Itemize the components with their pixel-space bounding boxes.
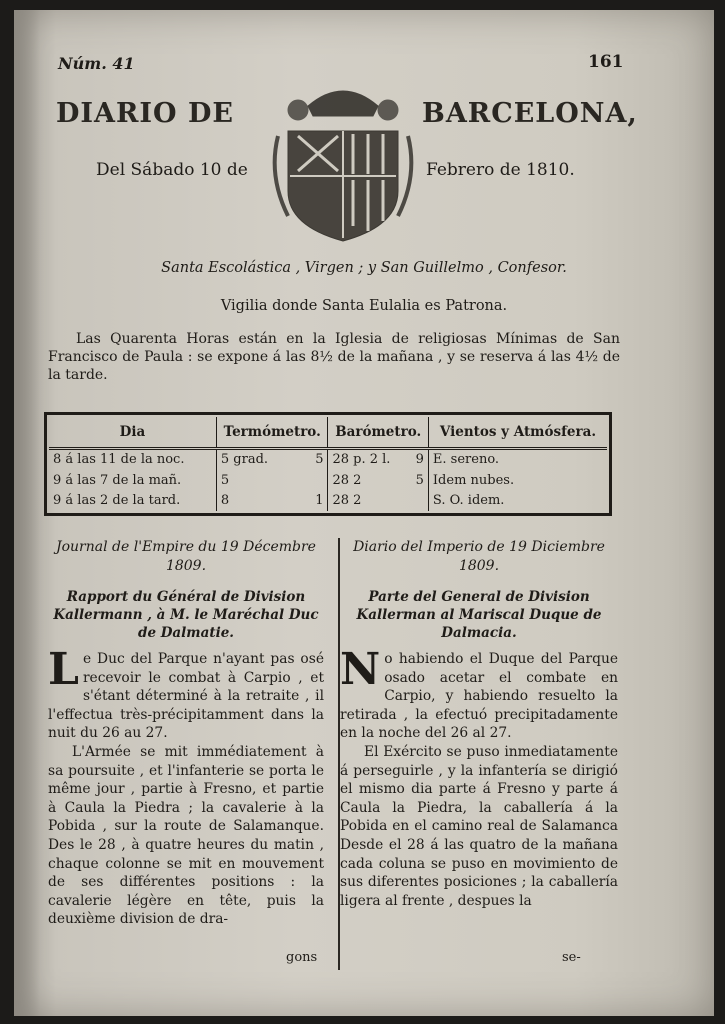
termo-fraction: 1 [315, 492, 324, 508]
date-left: Del Sábado 10 de [96, 160, 248, 180]
saints-of-the-day: Santa Escolástica , Virgen ; y San Guillelmo , Confesor. [161, 260, 567, 276]
header-barometro: Barómetro. [328, 417, 428, 449]
spanish-paragraph-1 [340, 644, 618, 743]
cell-vientos: Idem nubes. [432, 472, 515, 488]
spanish-paragraph-2: El Exército se puso inmediatamente á perseguirle , y la infantería se dirigió el mismo dia parte á Fresno y parte á Caula la Piedra, la caballería á la Pobida en el camino real de Salamanca Desde el 28 á las quatro de la mañana cada coluna se puso en movimiento de sus diferentes posiciones ; la caballería ligera al frente , despues la [340, 743, 618, 909]
french-catchword: gons [286, 950, 318, 965]
baro-value: 28 p. 2 l. [332, 452, 391, 468]
french-column-subtitle: Rapport du Général de Division Kallermann , à M. le Maréchal Duc de Dalmatie. [53, 589, 319, 641]
cell-dia: 9 á las 2 de la tard. [49, 491, 216, 511]
weather-row [49, 449, 607, 471]
spanish-dropcap: N [340, 644, 381, 695]
cell-termometro [216, 449, 328, 471]
cell-termometro [216, 470, 328, 490]
weather-row [49, 491, 607, 511]
french-paragraph-1-text: e Duc del Parque n'ayant pas osé recevoir le combat à Carpio , et s'étant déterminé à la retraite , il l'effectua très-précipitamment dans la nuit du 26 au 27. [48, 651, 324, 742]
cell-vientos: E. sereno. [432, 452, 500, 468]
page-number: 161 [588, 52, 624, 72]
french-column-title: Journal de l'Empire du 19 Décembre 1809. [56, 539, 316, 574]
page-gutter-shadow [14, 10, 40, 1016]
weather-table-frame [44, 412, 612, 516]
cell-dia: 9 á las 7 de la mañ. [49, 470, 216, 490]
baro-value: 28 2 [332, 492, 362, 508]
french-paragraph-1 [48, 644, 324, 743]
cell-termometro [216, 491, 328, 511]
crest-crown [308, 91, 378, 116]
date-right: Febrero de 1810. [426, 160, 575, 180]
cell-barometro [328, 491, 428, 511]
cell-dia: 8 á las 11 de la noc. [49, 449, 216, 471]
spanish-column-subtitle: Parte del General de Division Kallerman al Mariscal Duque de Dalmacia. [356, 589, 602, 641]
masthead-left: DIARIO DE [56, 98, 234, 129]
cell-barometro [328, 449, 428, 471]
spanish-catchword: se- [562, 950, 581, 965]
french-column-body [48, 644, 324, 929]
issue-number: Núm. 41 [58, 54, 135, 73]
masthead-right: BARCELONA, [422, 98, 638, 129]
french-dropcap: L [48, 644, 79, 695]
termo-value: 5 [220, 472, 230, 488]
termo-fraction: 5 [315, 452, 324, 468]
spanish-paragraph-1-text: o habiendo el Duque del Parque osado acetar el combate en Carpio, y habiendo resuelto la retirada , la efectuó precipitadamente en la noche del 26 al 27. [340, 651, 618, 742]
cell-vientos: S. O. idem. [432, 492, 505, 508]
header-termometro: Termómetro. [216, 417, 328, 449]
header-vientos: Vientos y Atmósfera. [428, 417, 607, 449]
spanish-column [340, 538, 618, 910]
header-dia: Dia [49, 417, 216, 449]
french-column [48, 538, 324, 929]
baro-fraction: 9 [415, 452, 424, 468]
coat-of-arms-crest [268, 76, 418, 246]
french-paragraph-2: L'Armée se mit immédiatement à sa poursuite , et l'infanterie se porta le même jour , partie à Fresno, et partie à Caula la Piedra ; la cavalerie à la Pobida , sur la route de Salamanque. Des le 28 , à quatre heures du matin , chaque colonne se mit en mouvement de ses différentes positions : la cavalerie légère en tête, puis la deuxième division de dra- [48, 743, 324, 928]
termo-value: 8 [220, 492, 230, 508]
quarenta-horas-notice: Las Quarenta Horas están en la Iglesia de religiosas Mínimas de San Francisco de Paula : se expone á las 8½ de la mañana , y se reserva á las 4½ de la tarde. [48, 331, 620, 383]
vigilia-line: Vigilia donde Santa Eulalia es Patrona. [220, 298, 508, 314]
spanish-column-title: Diario del Imperio de 19 Diciembre 1809. [353, 539, 605, 574]
newspaper-page [14, 10, 714, 1016]
spanish-column-body [340, 644, 618, 910]
termo-value: 5 grad. [220, 452, 269, 468]
baro-fraction: 5 [415, 472, 424, 488]
baro-value: 28 2 [332, 472, 362, 488]
weather-table [49, 417, 607, 511]
weather-row [49, 470, 607, 490]
cell-barometro [328, 470, 428, 490]
